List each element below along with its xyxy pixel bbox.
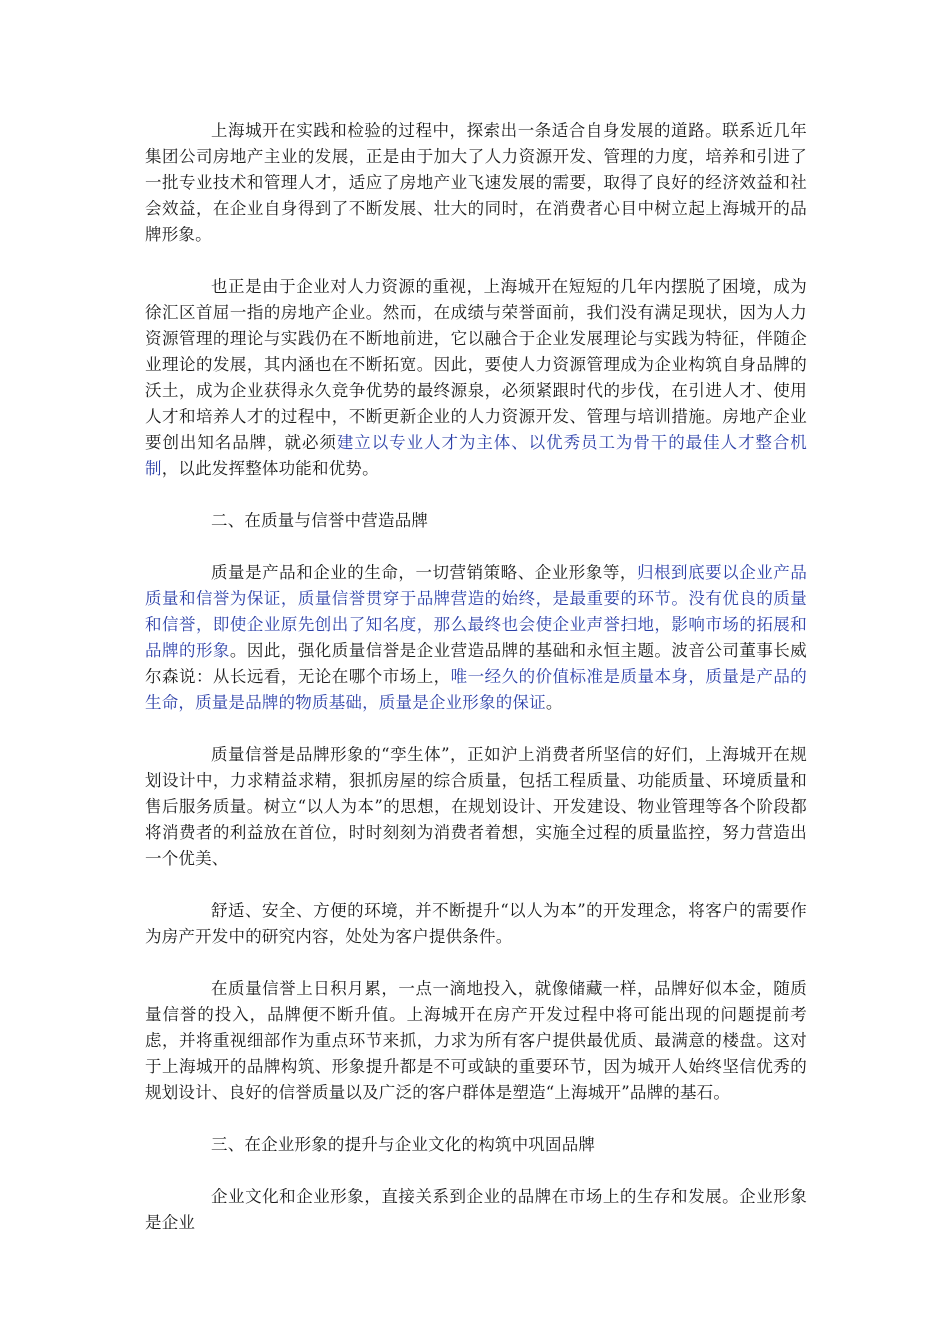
section-heading-2: 二、在质量与信誉中营造品牌 xyxy=(211,511,429,530)
paragraph-2-text-c: ，以此发挥整体功能和优势。 xyxy=(161,459,379,478)
paragraph-3-text-a: 质量是产品和企业的生命，一切营销策略、企业形象等， xyxy=(211,563,637,582)
document-body xyxy=(145,118,807,1262)
paragraph-5: 舒适、安全、方便的环境，并不断提升“以人为本”的开发理念，将客户的需要作为房产开发中的研究内容，处处为客户提供条件。 xyxy=(145,901,807,946)
paragraph-2-text-a: 也正是由于企业对人力资源的重视，上海城开在短短的几年内摆脱了困境，成为徐汇区首屈一指的房地产企业。然而，在成绩与荣誉面前，我们没有满足现状，因为人力资源管理的理论与实践仍在不断地前进，它以融合于企业发展理论与实践为特征，伴随企业理论的发展，其内涵也在不断拓宽。因此，要使人力资源管理成为企业构筑自身品牌的沃土，成为企业获得永久竞争优势的最终源泉，必须紧跟时代的步伐，在引进人才、使用人才和培养人才的过程中，不断更新企业的人力资源开发、管理与培训措施。房地产企业要创出知名品牌，就必须 xyxy=(145,277,807,452)
paragraph-3-highlight-2: 唯一经久的价值标准是质量本身，质量是产品的生命，质量是品牌的物质基础，质量是企业形象的保证 xyxy=(145,667,807,712)
paragraph-3-text-e: 。 xyxy=(545,693,563,712)
paragraph-1: 上海城开在实践和检验的过程中，探索出一条适合自身发展的道路。联系近几年集团公司房地产主业的发展，正是由于加大了人力资源开发、管理的力度，培养和引进了一批专业技术和管理人才，适应了房地产业飞速发展的需要，取得了良好的经济效益和社会效益，在企业自身得到了不断发展、壮大的同时，在消费者心目中树立起上海城开的品牌形象。 xyxy=(145,121,807,244)
paragraph-4: 质量信誉是品牌形象的“孪生体”，正如沪上消费者所坚信的好们，上海城开在规划设计中，力求精益求精，狠抓房屋的综合质量，包括工程质量、功能质量、环境质量和售后服务质量。树立“以人为本”的思想，在规划设计、开发建设、物业管理等各个阶段都将消费者的利益放在首位，时时刻刻为消费者着想，实施全过程的质量监控，努力营造出一个优美、 xyxy=(145,745,807,868)
paragraph-3 xyxy=(145,560,807,716)
paragraph-3-text-c: 。因此，强化质量信誉是企业营造品牌的基础和永恒主题。波音公司董事长威尔森说：从长远看，无论在哪个市场上， xyxy=(145,641,807,686)
paragraph-7: 企业文化和企业形象，直接关系到企业的品牌在市场上的生存和发展。企业形象是企业 xyxy=(145,1187,807,1232)
paragraph-3-highlight-1: 归根到底要以企业产品质量和信誉为保证，质量信誉贯穿于品牌营造的始终，是最重要的环节。没有优良的质量和信誉，即使企业原先创出了知名度，那么最终也会使企业声誉扫地，影响市场的拓展和品牌的形象 xyxy=(145,563,808,660)
paragraph-2 xyxy=(145,274,807,482)
section-heading-3: 三、在企业形象的提升与企业文化的构筑中巩固品牌 xyxy=(211,1135,596,1154)
paragraph-6: 在质量信誉上日积月累，一点一滴地投入，就像储藏一样，品牌好似本金，随质量信誉的投入，品牌便不断升值。上海城开在房产开发过程中将可能出现的问题提前考虑，并将重视细部作为重点环节来抓，力求为所有客户提供最优质、最满意的楼盘。这对于上海城开的品牌构筑、形象提升都是不可或缺的重要环节，因为城开人始终坚信优秀的规划设计、良好的信誉质量以及广泛的客户群体是塑造“上海城开”品牌的基石。 xyxy=(145,979,807,1102)
paragraph-2-highlight: 建立以专业人才为主体、以优秀员工为骨干的最佳人才整合机制 xyxy=(145,433,807,478)
